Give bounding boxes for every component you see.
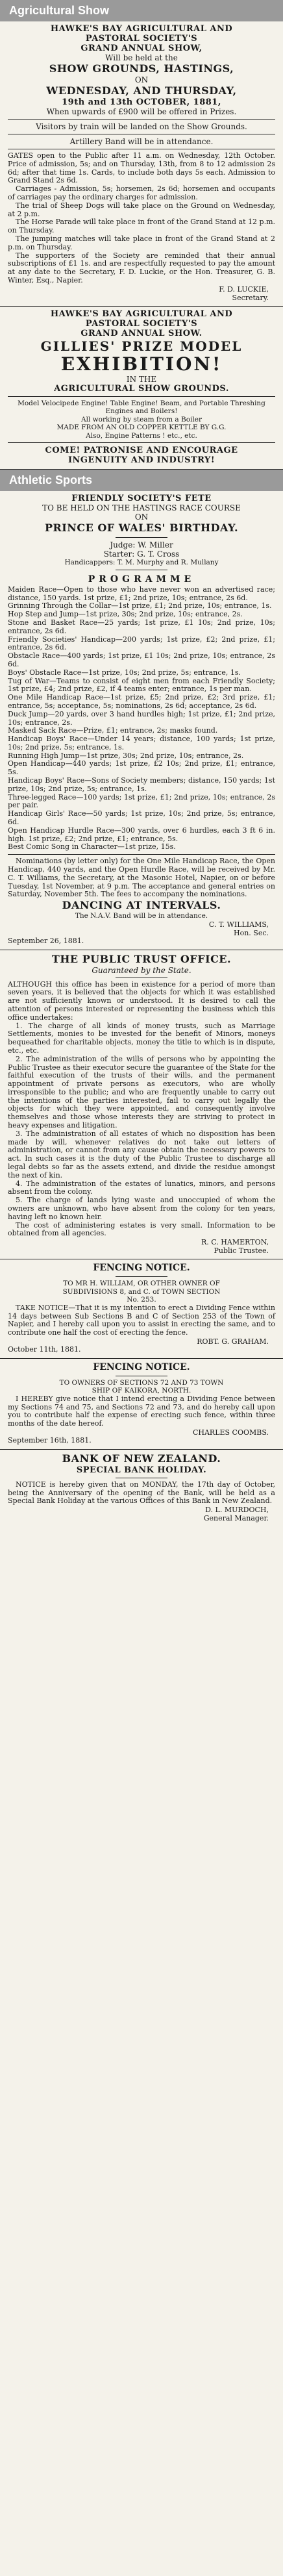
event-item: Running High Jump—1st prize, 30s; 2nd prize, 10s; entrance, 2s.	[8, 751, 244, 760]
show-para-supporters: The supporters of the Society are reminded that their annual subscriptions of £1 1s. and are respectfully requested to pay the amount at any date to the Secretary, F. D. Luckie, or the Hon. Treasurer, G. B. Winter, Esq., Napier.	[8, 251, 275, 284]
divider	[116, 1276, 167, 1277]
athletic-dancing: DANCING AT INTERVALS.	[62, 899, 221, 912]
bank-notice	[0, 1450, 283, 1526]
show-advertisement	[0, 21, 283, 307]
fence2-to-2: SHIP OF KAIKORA, NORTH.	[92, 1387, 191, 1395]
section-header-athletic: Athletic Sports	[0, 470, 283, 491]
event-item: Obstacle Race—400 yards; 1st prize, £1 10s; 2nd prize, 10s; entrance, 2s 6d.	[8, 651, 275, 668]
divider	[116, 537, 167, 538]
divider	[8, 442, 275, 443]
bank-body: NOTICE is hereby given that on MONDAY, the 17th day of October, being the Anniversary of the opening of the Bank, will be held as a Special Bank Holiday at the various Offices of this Bank in New Zealand.	[8, 1480, 275, 1506]
event-item: Handicap Boys' Race—Under 14 years; distance, 100 yards; 1st prize, 10s; 2nd prize, 5s; entrance, 1s.	[8, 735, 275, 751]
event-item: Duck Jump—20 yards, over 3 hand hurdles high; 1st prize, £1; 2nd prize, 10s; entrance, 2s.	[8, 709, 275, 727]
fence2-body: I HEREBY give notice that I intend erecting a Dividing Fence between my Sections 74 and 75, and Sections 72 and 73, and do hereby call upon you to contribute half the expense of erecting such fence, within three months of the date hereof.	[8, 1394, 275, 1428]
show-title-2: PASTORAL SOCIETY'S	[85, 34, 198, 44]
gillies-line-3: MADE FROM AN OLD COPPER KETTLE BY G.G.	[56, 423, 227, 432]
event-item: One Mile Handicap Race—1st prize, £5; 2nd prize, £2; 3rd prize, £1; entrance, 5s; acceptance, 5s; nominations, 2s 6d; acceptance, 2s 6d.	[8, 693, 275, 710]
show-para-carriages: Carriages - Admission, 5s; horsemen, 2s 6d; horsemen and occupants of carriages pay the ordinary charges for admission.	[8, 184, 275, 201]
athletic-title-2: TO BE HELD ON THE HASTINGS RACE COURSE	[42, 503, 241, 513]
bank-title: BANK OF NEW ZEALAND.	[62, 1452, 221, 1465]
event-item: Three-legged Race—100 yards; 1st prize, £1; 2nd prize, 10s; entrance, 2s per pair.	[8, 792, 275, 810]
show-dates: 19th and 13th OCTOBER, 1881,	[62, 97, 221, 107]
athletic-starter: Starter: G. T. Cross	[103, 549, 180, 559]
gillies-grounds: AGRICULTURAL SHOW GROUNDS.	[54, 383, 229, 394]
trust-para-6: 5. The charge of lands lying waste and unoccupied of whom the owners are unknown, who have absent from the colony for ten years, having left no known heir.	[8, 1196, 275, 1221]
event-item: Open Handicap Hurdle Race—300 yards, over 6 hurdles, each 3 ft 6 in. high. 1st prize, £2; 2nd prize, £1; entrance, 5s.	[8, 826, 275, 843]
athletic-nominations: Nominations (by letter only) for the One Mile Handicap Race, the Open Handicap, 440 yards, and the Open Hurdle Race, will be received by Mr. C. T. Williams, the Secretary, at the Masonic Hotel, Napier, on or before Tuesday, 1st November, at 9 p.m. The acceptance and general entries on Saturday, November 5th. The fees to accompany the nominations.	[8, 857, 275, 899]
event-item: Grinning Through the Collar—1st prize, £1; 2nd prize, 10s; entrance, 1s.	[8, 601, 272, 611]
gillies-word-1: GILLIES'	[40, 338, 116, 354]
event-item: Best Comic Song in Character—1st prize, 15s.	[8, 842, 176, 852]
fence2-to-1: TO OWNERS OF SECTIONS 72 AND 73 TOWN	[59, 1378, 224, 1387]
fence1-body: TAKE NOTICE—That it is my intention to erect a Dividing Fence within 14 days between Sub Sections B and C of Section 253 of the Town of Napier, and I hereby call upon you to assist in erecting the same, and to contribute one half the cost of erecting the fence.	[8, 1303, 275, 1337]
show-prizes: When upwards of £900 will be offered in Prizes.	[46, 107, 237, 116]
public-trust-advertisement	[0, 950, 283, 1260]
fence1-title: FENCING NOTICE.	[93, 1263, 190, 1274]
fence1-to-2: SUBDIVISIONS 8, and C. of TOWN SECTION	[62, 1287, 221, 1296]
show-para-horses: The Horse Parade will take place in front of the Grand Stand at 12 p.m. on Thursday.	[8, 218, 275, 235]
show-signature-role: Secretary.	[232, 293, 269, 302]
event-item: Maiden Race—Open to those who have never won an advertised race; distance, 150 yards. 1st prize, £1; 2nd prize, 10s; entrance, 2s 6d.	[8, 585, 275, 602]
fence2-title: FENCING NOTICE.	[93, 1361, 190, 1372]
event-item: Hop Step and Jump—1st prize, 30s; 2nd prize, 10s; entrance, 2s.	[8, 610, 243, 619]
gillies-title-3: GRAND ANNUAL SHOW.	[80, 328, 203, 338]
athletic-judge: Judge: W. Miller	[110, 540, 173, 550]
show-grounds: SHOW GROUNDS, HASTINGS,	[49, 62, 234, 75]
fence1-date: October 11th, 1881.	[8, 1345, 81, 1354]
trust-para-5: 4. The administration of the estates of lunatics, minors, and persons absent from the colony.	[8, 1179, 275, 1196]
trust-para-7: The cost of administering estates is very small. Information to be obtained from all agencies.	[8, 1220, 275, 1238]
gillies-title-1: HAWKE'S BAY AGRICULTURAL AND	[50, 309, 233, 319]
gillies-line-4: Also, Engine Patterns ! etc., etc.	[86, 431, 197, 440]
event-item: Boys' Obstacle Race—1st prize, 10s; 2nd prize, 5s; entrance, 1s.	[8, 668, 241, 677]
show-para-gates: GATES open to the Public after 11 a.m. on Wednesday, 12th October. Price of admission, 5s; and on Thursday, 13th, from 8 to 12 admission 2s 6d; after that time 1s. Cards, to include both days 5s each. Admission to Grand Stand 2s 6d.	[8, 151, 275, 185]
bank-signature-role: General Manager.	[203, 1514, 269, 1523]
show-title-1: HAWKE'S BAY AGRICULTURAL AND	[50, 24, 233, 34]
gillies-word-2: PRIZE	[121, 338, 175, 354]
gillies-advertisement	[0, 307, 283, 470]
trust-para-2: 1. The charge of all kinds of money trusts, such as Marriage Settlements, monies to be invested for the benefit of Minors, moneys bequeathed for charitable objects, money the title to which is in dispute, etc., etc.	[8, 1021, 275, 1055]
gillies-exhibition: EXHIBITION!	[60, 353, 223, 375]
trust-signature: R. C. HAMERTON,	[201, 1238, 269, 1247]
gillies-line-2: All working by steam from a Boiler	[81, 415, 202, 423]
gillies-word-3: MODEL	[180, 338, 243, 354]
athletic-title-3: ON	[134, 512, 149, 522]
gillies-in-the: IN THE	[126, 374, 157, 384]
fence1-signature: ROBT. G. GRAHAM.	[197, 1337, 269, 1346]
fence1-to-1: TO MR H. WILLIAM, OR OTHER OWNER OF	[63, 1280, 220, 1288]
event-item: Stone and Basket Race—25 yards; 1st prize, £1 10s; 2nd prize, 10s; entrance, 2s 6d.	[8, 618, 275, 635]
show-on: ON	[134, 75, 149, 84]
trust-guarantee: Guaranteed by the State.	[92, 965, 191, 975]
show-para-jumping: The jumping matches will take place in front of the Grand Stand at 2 p.m. on Thursday.	[8, 234, 275, 251]
show-held-at: Will be held at the	[105, 53, 178, 62]
bank-signature: D. L. MURDOCH,	[205, 1506, 269, 1515]
gillies-come: COME! PATRONISE AND ENCOURAGE	[45, 446, 238, 456]
trust-para-1: ALTHOUGH this office has been in existence for a period of more than seven years, it is believed that the objects for which it was established are not sufficiently known or understood. It is desired to call the attention of persons interested or representing the business which this office undertakes:	[8, 979, 275, 1022]
bank-subtitle: SPECIAL BANK HOLIDAY.	[76, 1465, 207, 1475]
athletic-band: The N.A.V. Band will be in attendance.	[75, 912, 208, 920]
show-visitors: Visitors by train will be landed on the Show Grounds.	[36, 122, 247, 131]
athletic-date: September 26, 1881.	[8, 936, 84, 945]
fencing-notice-1	[0, 1259, 283, 1358]
section-header-agricultural: Agricultural Show	[0, 0, 283, 21]
trust-para-4: 3. The administration of all estates of which no disposition has been made by will, whenever relatives do not take out letters of administration, or cannot from any cause obtain the necessary powers to act. In such cases it is the duty of the Public Trustee to discharge all legal debts so far as the assets extend, and divide the residue amongst the next of kin.	[8, 1129, 275, 1180]
show-band: Artillery Band will be in attendance.	[69, 137, 214, 146]
events-list	[8, 586, 275, 852]
athletic-title-1: FRIENDLY SOCIETY'S FETE	[71, 494, 212, 504]
athletic-signature: C. T. WILLIAMS,	[208, 920, 269, 929]
trust-title: THE PUBLIC TRUST OFFICE.	[51, 952, 232, 965]
show-signature: F. D. LUCKIE,	[219, 284, 269, 294]
divider	[8, 396, 275, 397]
fence1-to-3: No. 253.	[127, 1296, 156, 1304]
show-days: WEDNESDAY, AND THURSDAY,	[46, 84, 237, 97]
show-title-3: GRAND ANNUAL SHOW,	[80, 44, 203, 53]
trust-signature-role: Public Trustee.	[214, 1246, 269, 1256]
fence2-date: September 16th, 1881.	[8, 1435, 92, 1445]
athletic-handicappers: Handicappers: T. M. Murphy and R. Mullany	[64, 559, 219, 567]
event-item: Masked Sack Race—Prize, £1; entrance, 2s; masks found.	[8, 726, 218, 735]
divider	[8, 119, 275, 120]
gillies-title-2: PASTORAL SOCIETY'S	[85, 318, 198, 329]
gillies-line-1: Model Velocipede Engine! Table Engine! Beam, and Portable Threshing Engines and Boilers!	[18, 399, 265, 416]
event-item: Handicap Boys' Race—Sons of Society members; distance, 150 yards; 1st prize, 10s; 2nd prize, 5s; entrance, 1s.	[8, 776, 275, 793]
athletic-advertisement	[0, 491, 283, 950]
divider	[8, 854, 275, 855]
trust-para-3: 2. The administration of the wills of persons who by appointing the Public Trustee as their executor secure the guarantee of the State for the faithful execution of the trusts of their wills, and the permanent appointment of private persons as executors, who are wholly irresponsible to the public; and who are frequently unable to carry out the intentions of the parties interested, fail to carry out legally the objects for which they were appointed, and consequently involve themselves and those whose interests they are striving to protect in heavy expenses and litigation.	[8, 1054, 275, 1130]
fencing-notice-2	[0, 1359, 283, 1450]
gillies-headline	[8, 338, 275, 354]
event-item: Friendly Societies' Handicap—200 yards; 1st prize, £2; 2nd prize, £1; entrance, 2s 6d.	[8, 635, 275, 652]
event-item: Tug of War—Teams to consist of eight men from each Friendly Society; 1st prize, £4; 2nd prize, £2, if 4 teams enter; entrance, 1s per man.	[8, 676, 275, 694]
gillies-come-2: INGENUITY AND INDUSTRY!	[68, 455, 215, 466]
show-para-sheepdogs: The trial of Sheep Dogs will take place on the Ground on Wednesday, at 2 p.m.	[8, 201, 275, 218]
event-item: Handicap Girls' Race—50 yards; 1st prize, 10s; 2nd prize, 5s; entrance, 6d.	[8, 809, 275, 827]
fence2-signature: CHARLES COOMBS.	[192, 1428, 269, 1437]
athletic-signature-role: Hon. Sec.	[234, 928, 269, 937]
athletic-title-4: PRINCE OF WALES' BIRTHDAY.	[44, 522, 239, 535]
athletic-programme: PROGRAMME	[88, 574, 195, 585]
event-item: Open Handicap—440 yards; 1st prize, £2 10s; 2nd prize, £1; entrance, 5s.	[8, 759, 275, 777]
